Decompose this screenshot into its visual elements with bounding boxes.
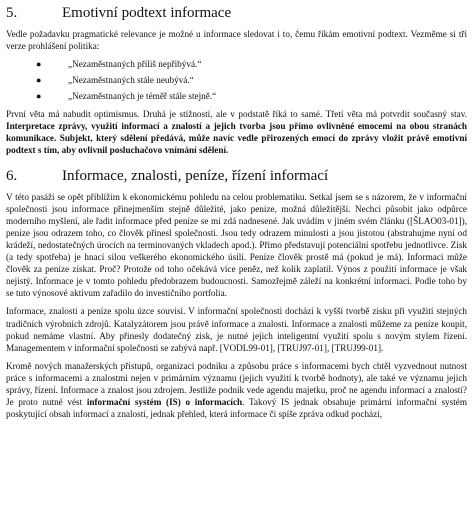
paragraph-text: Kromě nových manažerských přístupů, organizací podniku a způsobu práce s informacemi bych chtěl vyzvednout nutnost práce s informacemi a znalostmi nejen v primárním významu (jejich využití k tvorbě hodnoty), ale také ve významu jejich správy, řízení. Informace a znalost jsou zdrojem. Jestliže podnik vede agendu majetku, proč ne agendu informací a znalostí? Je proto nutné vést (6, 360, 467, 408)
list-item (36, 58, 467, 70)
bullet-icon: ● (36, 75, 42, 86)
section-6-title: Informace, znalosti, peníze, řízení informací (62, 167, 329, 184)
section-5-paragraph-2 (6, 108, 467, 156)
list-item (36, 90, 467, 102)
section-6-heading (6, 167, 467, 185)
paragraph-text: . Takový IS jednak obsahuje primární informační systém poskytující obsah informací a znalostí, jednak přehled, která informace či spíše zpráva odkud pochází, (6, 397, 467, 420)
paragraph-emphasis: Interpretace zprávy, využití informací a znalostí a jejich tvorba jsou přímo ovlivněné emocemi na obou stranách komunikace. Subjekt, který sdělení předává, může navíc vedle přirozených emocí do zprávy vložit právě emotivní podtext s tím, aby ovlivnil posluchačovo vnímání sdělení. (6, 121, 467, 156)
section-5-intro: Vedle požadavku pragmatické relevance je možné u informace sledovat i to, čemu říkám emotivní podtext. Vezměme si tři verze prohlášení politika: (6, 29, 467, 52)
section-5-number: 5. (6, 5, 18, 21)
section-5-heading (6, 4, 467, 22)
paragraph-text: První věta má nabudit optimismus. Druhá je stížností, ale v podstatě říká to samé. Třetí věta má potvrdit současný stav. (6, 109, 467, 120)
bullet-icon: ● (36, 91, 42, 102)
list-item-text: „Nezaměstnaných příliš nepřibývá.“ (68, 59, 202, 70)
section-5-title: Emotivní podtext informace (62, 5, 232, 21)
section-6-number: 6. (6, 167, 18, 184)
section-6-paragraph-1: V této pasáži se opět přiblížím k ekonomickému pohledu na celou problematiku. Setkal jsem se s názorem, že v informační společnosti jsou informace přinejmenším stejně důležité, jako peníze, možná důležitější. Nechci působit jako odpůrce moderního myšlení, ale řadit informace před peníze se mi zdá nadnesené. Jak uvádím v jiném svém článku ([ŠLAO03-01]), peníze jsou odrazem toho, co člověk přinesl společnosti. Jsou tedy odrazem minulosti a jsou jistotou (abstrahujme nyní od krádeží, nedostatečných úrocích na terminovaných vkladech apod.). Přímo představují potenciální spotřebu jednotlivce. Zisk (a tedy spotřeba) je hnací silou veškerého ekonomického úsilí. Peníze člověk prostě má (pokud je má). Informaci může člověk za peníze získat. Proč? Protože od toho očekává více peněz, než kolik zaplatil. Výnos z použití informace je však nejistý. Informace je v tomto pohledu předobrazem budoucnosti. Samozřejmě záleží na konkrétní informaci. Podle toho by se tuto výnosové aktivum zařadilo do investičního portfolia. (6, 191, 467, 299)
bullet-icon: ● (36, 59, 42, 70)
politician-statements-list (6, 58, 467, 102)
list-item-text: „Nezaměstnaných je téměř stále stejně.“ (68, 91, 217, 102)
list-item (36, 74, 467, 86)
list-item-text: „Nezaměstnaných stále neubývá.“ (68, 75, 194, 86)
paragraph-emphasis: informační systém (IS) o informacích (86, 397, 243, 408)
section-6-paragraph-3 (6, 360, 467, 420)
section-6-paragraph-2: Informace, znalosti a peníze spolu úzce souvisí. V informační společnosti dochází k vyšší tvorbě zisku při využití stejných tradičních výrobních zdrojů. Katalyzátorem jsou právě informace a znalosti. Informace a znalosti můžeme za peníze koupit, pokud nemáme vlastní. Aby přinesly dodatečný zisk, je nutné jejich inteligentní využití spolu s novým stylem řízení. Managementem v informační společnosti se zabývá např. [VODL99-01], [TRUJ97-01], [TRUJ99-01]. (6, 306, 467, 353)
